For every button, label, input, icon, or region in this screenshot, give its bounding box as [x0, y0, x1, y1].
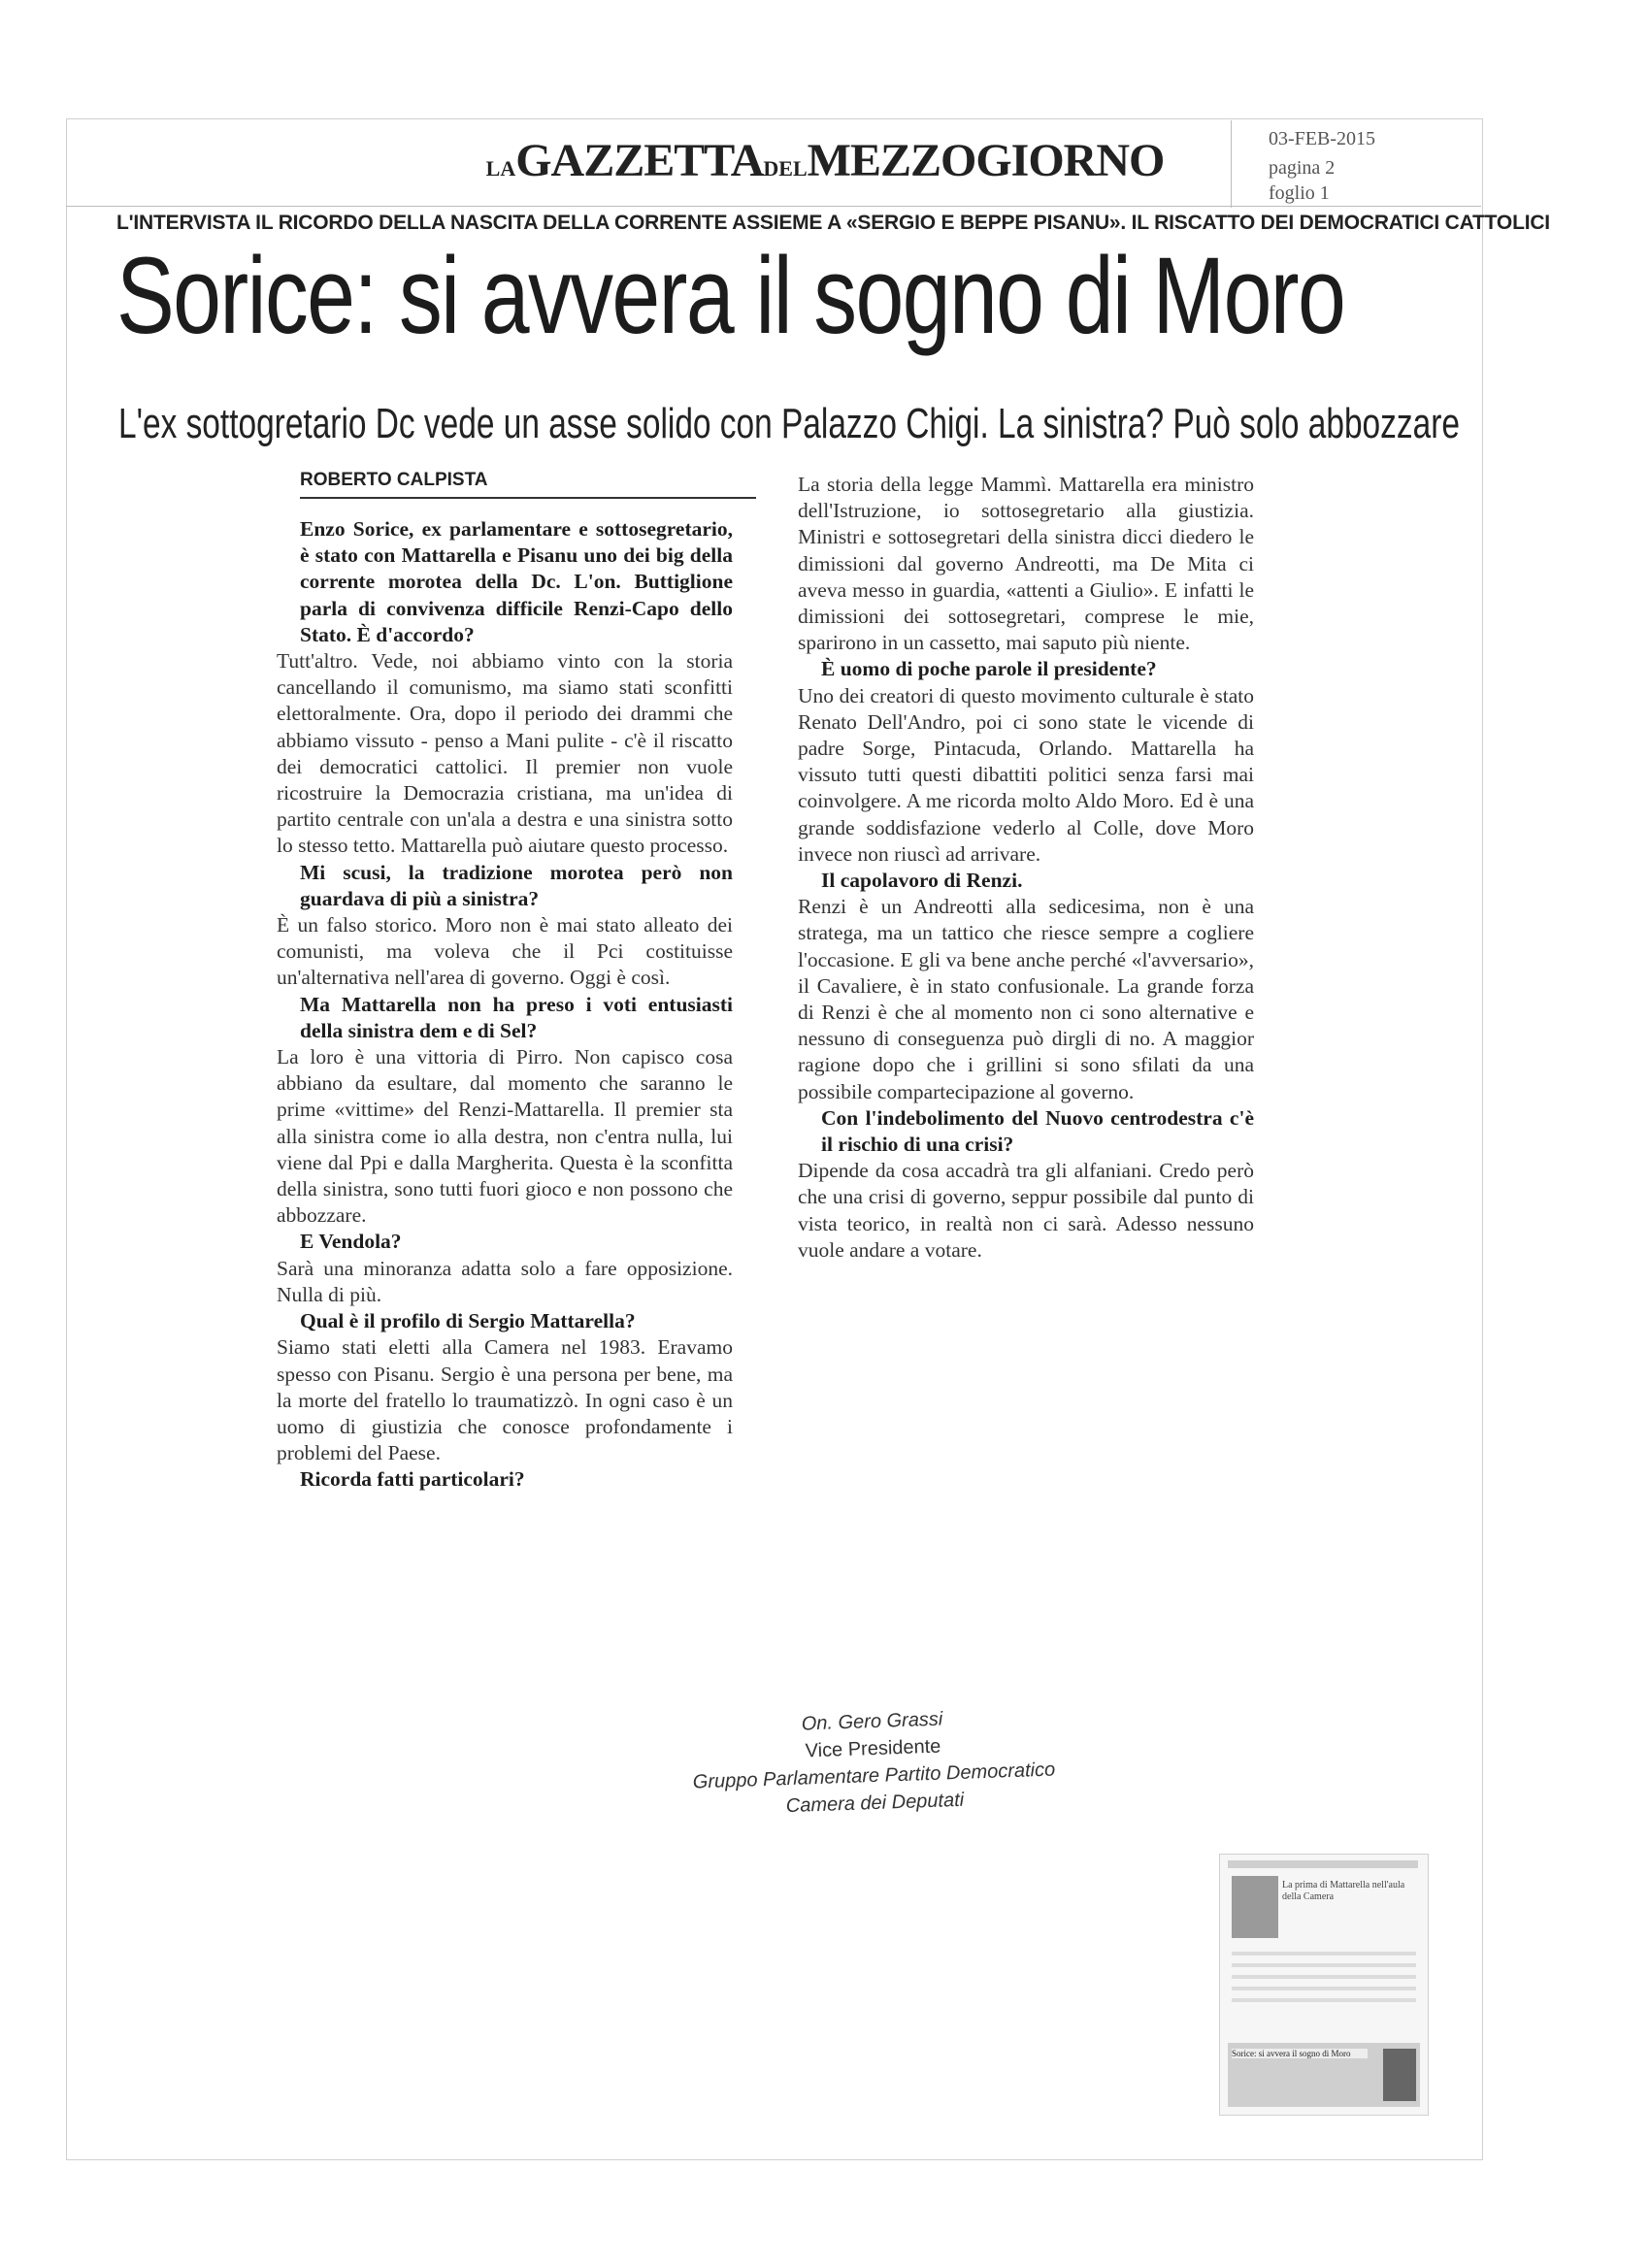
date-block — [1231, 120, 1480, 208]
signature-block — [639, 1700, 1108, 1825]
answer-paragraph: Tutt'altro. Vede, noi abbiamo vinto con la storia cancellando il comunismo, ma siamo stati sconfitti elettoralmente. Ora, dopo il periodo dei drammi che abbiamo vissuto - penso a Mani pulite - c'è il riscatto dei democratici cattolici. Il premier non vuole ricostruire la Democrazia cristiana, ma un'idea di partito centrale con un'ala a destra e una sinistra sotto lo stesso tetto. Mattarella può aiutare questo processo. — [277, 649, 733, 858]
question-paragraph: Qual è il profilo di Sergio Mattarella? — [300, 1309, 636, 1333]
clipping-page: pagina 2 — [1269, 157, 1336, 179]
article-byline: ROBERTO CALPISTA — [300, 470, 756, 499]
thumbnail-headline: Sorice: si avvera il sogno di Moro — [1232, 2049, 1368, 2058]
clipping-sheet: foglio 1 — [1269, 182, 1330, 204]
signature-name: On. Gero Grassi — [801, 1708, 943, 1735]
thumbnail-portrait — [1383, 2049, 1416, 2101]
signature-role: Vice Presidente — [805, 1735, 941, 1762]
answer-paragraph: Uno dei creatori di questo movimento culturale è stato Renato Dell'Andro, poi ci sono state le vicende di padre Sorge, Pintacuda, Orlando. Mattarella ha vissuto tutti questi dibattiti politici senza farsi mai coinvolgere. A me ricorda molto Aldo Moro. Ed è una grande soddisfazione vederlo al Colle, dove Moro invece non riuscì ad arrivare. — [798, 683, 1254, 866]
thumbnail-text-line — [1232, 1987, 1416, 1990]
answer-paragraph: Sarà una minoranza adatta solo a fare opposizione. Nulla di più. — [277, 1256, 733, 1306]
question-paragraph: Ricorda fatti particolari? — [300, 1467, 525, 1492]
page-thumbnail — [1219, 1854, 1429, 2116]
signature-chamber: Camera dei Deputati — [785, 1789, 965, 1818]
question-paragraph: Ma Mattarella non ha preso i voti entusiasti della sinistra dem e di Sel? — [300, 992, 733, 1042]
answer-paragraph: La storia della legge Mammì. Mattarella era ministro dell'Istruzione, io sottosegretario alla giustizia. Ministri e sottosegretari della sinistra dicci diedero le dimissioni dal governo Andreotti, ma De Mita ci aveva messo in guardia, «attenti a Giulio». E infatti le dimissioni dei sottosegretari, comprese le mie, sparirono in un cassetto, mai saputo più niente. — [798, 473, 1254, 655]
answer-paragraph: La loro è una vittoria di Pirro. Non capisco cosa abbiano da esultare, dal momento che saranno le prime «vittime» del Renzi-Mattarella. Il premier sta alla sinistra come io alla destra, non c'entra nulla, lui viene dal Ppi e dalla Margherita. Questa è la sconfitta della sinistra, sono tutti fuori gioco e non possono che abbozzare. — [277, 1045, 733, 1228]
question-paragraph: Mi scusi, la tradizione morotea però non guardava di più a sinistra? — [300, 860, 733, 910]
question-paragraph: È uomo di poche parole il presidente? — [821, 657, 1157, 681]
article-kicker: L'INTERVISTA IL RICORDO DELLA NASCITA DELLA CORRENTE ASSIEME A «SERGIO E BEPPE PISANU». IL RISCATTO DEI DEMOCRATICI CATTOLICI — [116, 212, 1550, 234]
thumbnail-photo — [1232, 1876, 1278, 1938]
answer-paragraph: Renzi è un Andreotti alla sedicesima, non è una stratega, ma un tattico che riesce sempre a cogliere l'occasione. E gli va bene anche perché «l'avversario», il Cavaliere, è in stato confusionale. La grande forza di Renzi è che al momento non ci sono alternative e nessuno di conseguenza può dirgli di no. A maggior ragione dopo che i grillini si sono sfilati da una possibile compartecipazione al governo. — [798, 895, 1254, 1103]
article-headline: Sorice: si avvera il sogno di Moro — [116, 235, 1345, 356]
question-paragraph: E Vendola? — [300, 1230, 402, 1254]
article-subhead: L'ex sottogretario Dc vede un asse solido con Palazzo Chigi. La sinistra? Può solo abbozzare — [118, 400, 1460, 447]
article-column-right — [798, 472, 1254, 1264]
thumbnail-text-line — [1232, 1963, 1416, 1967]
answer-paragraph: Dipende da cosa accadrà tra gli alfaniani. Credo però che una crisi di governo, seppur possibile dal punto di vista teorico, in realtà non ci sarà. Adesso nessuno vuole andare a votare. — [798, 1159, 1254, 1262]
masthead-gazzetta: GAZZETTA — [515, 135, 764, 186]
answer-paragraph: È un falso storico. Moro non è mai stato alleato dei comunisti, ma voleva che il Pci costituisse un'alternativa nell'area di governo. Oggi è così. — [277, 913, 733, 990]
signature-group: Gruppo Parlamentare Partito Democratico — [692, 1759, 1056, 1793]
masthead-mezzogiorno: MEZZOGIORNO — [807, 135, 1165, 186]
masthead-la: LA — [485, 156, 516, 181]
masthead-del: DEL — [763, 156, 808, 181]
article-column-left — [277, 516, 733, 1494]
thumbnail-text-line — [1232, 1998, 1416, 2002]
thumbnail-text-line — [1232, 1952, 1416, 1956]
thumbnail-caption: La prima di Mattarella nell'aula della Camera — [1282, 1880, 1405, 1902]
clipping-date: 03-FEB-2015 — [1269, 128, 1375, 149]
thumbnail-masthead — [1228, 1860, 1418, 1868]
question-paragraph: Il capolavoro di Renzi. — [821, 869, 1023, 893]
lead-question: Enzo Sorice, ex parlamentare e sottosegretario, è stato con Mattarella e Pisanu uno dei big della corrente morotea della Dc. L'on. Buttiglione parla di convivenza difficile Renzi-Capo dello Stato. È d'accordo? — [300, 517, 733, 646]
answer-paragraph: Siamo stati eletti alla Camera nel 1983. Eravamo spesso con Pisanu. Sergio è una persona per bene, ma la morte del fratello lo traumatizzò. In ogni caso è un uomo di giustizia che conosce profondamente i problemi del Paese. — [277, 1335, 733, 1465]
thumbnail-text-line — [1232, 1975, 1416, 1979]
question-paragraph: Con l'indebolimento del Nuovo centrodestra c'è il rischio di una crisi? — [821, 1105, 1254, 1157]
